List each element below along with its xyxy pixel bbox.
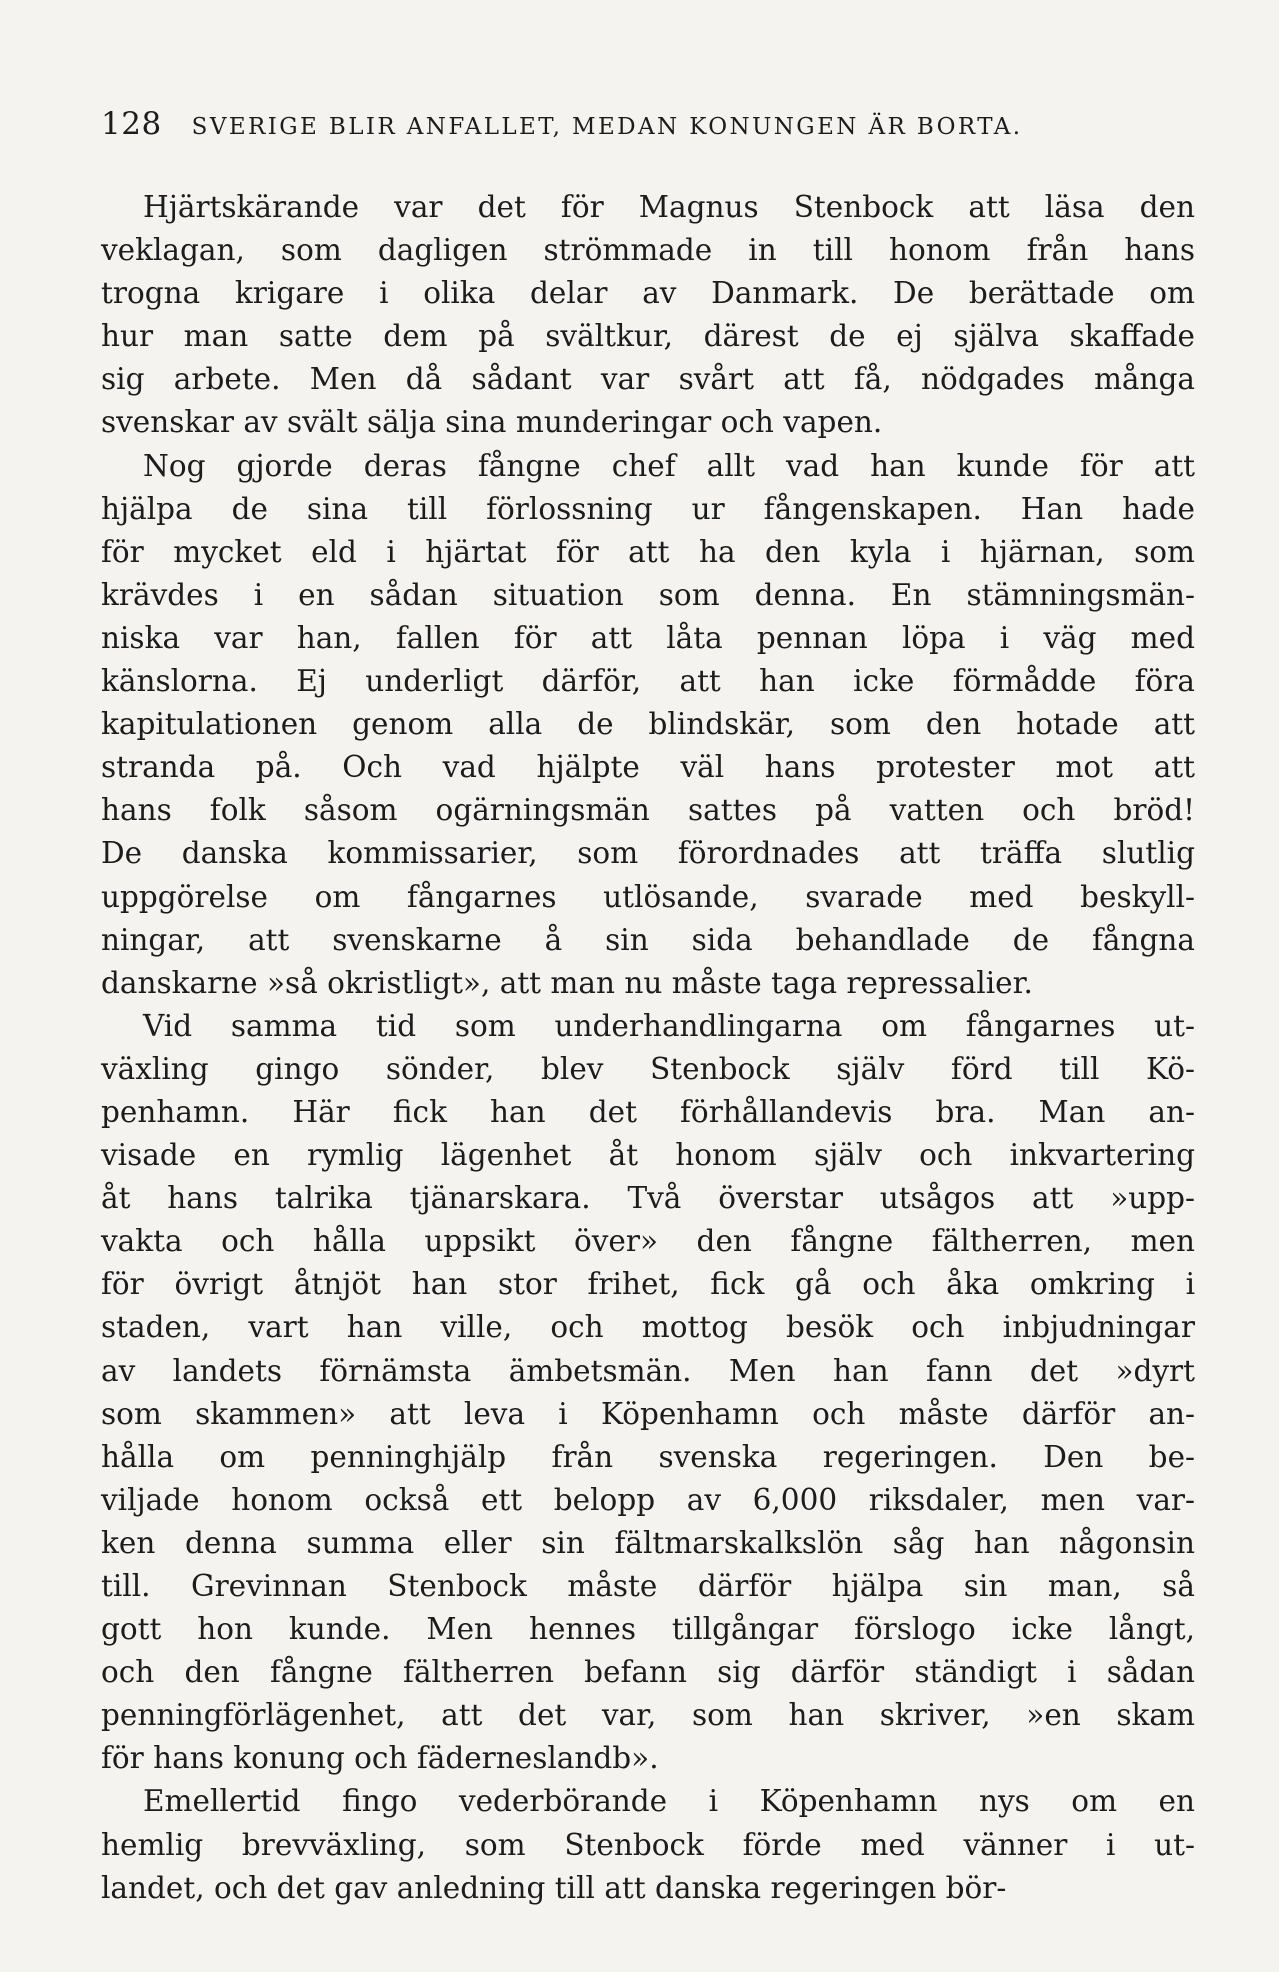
text-line: kapitulationen genom alla de blindskär, som den hotade att <box>101 707 1195 742</box>
text-line: penhamn. Här fick han det förhållandevis bra. Man an- <box>101 1094 1195 1129</box>
body-text <box>101 186 1195 1910</box>
text-line: vakta och hålla uppsikt över» den fångne fältherren, men <box>101 1224 1195 1259</box>
text-line: viljade honom också ett belopp av 6,000 riksdaler, men var- <box>101 1482 1195 1517</box>
text-line: hjälpa de sina till förlossning ur fångenskapen. Han hade <box>101 491 1195 526</box>
text-line: De danska kommissarier, som förordnades att träffa slutlig <box>101 836 1195 871</box>
text-line: hemlig brevväxling, som Stenbock förde med vänner i ut- <box>101 1827 1195 1862</box>
text-line: ken denna summa eller sin fältmarskalkslön såg han någonsin <box>101 1525 1195 1560</box>
text-line: för övrigt åtnjöt han stor frihet, fick gå och åka omkring i <box>101 1267 1195 1302</box>
page-number: 128 <box>101 106 162 142</box>
text-line: känslorna. Ej underligt därför, att han icke förmådde föra <box>101 664 1195 699</box>
text-line: svenskar av svält sälja sina munderingar och vapen. <box>101 405 883 440</box>
page-header <box>101 106 1191 146</box>
paragraph <box>101 1005 1195 1781</box>
text-line: landet, och det gav anledning till att danska regeringen bör- <box>101 1870 1007 1905</box>
text-line: uppgörelse om fångarnes utlösande, svarade med beskyll- <box>101 879 1195 914</box>
text-line: ningar, att svenskarne å sin sida behandlade de fångna <box>101 922 1195 957</box>
text-line: för mycket eld i hjärtat för att ha den kyla i hjärnan, som <box>101 534 1195 569</box>
text-line: staden, vart han ville, och mottog besök och inbjudningar <box>101 1310 1195 1345</box>
text-line: åt hans talrika tjänarskara. Två överstar utsågos att »upp- <box>101 1181 1195 1216</box>
text-line: danskarne »så okristligt», att man nu måste taga repressalier. <box>101 965 1033 1000</box>
text-line: Hjärtskärande var det för Magnus Stenbock att läsa den <box>143 190 1195 224</box>
paragraph <box>101 186 1195 445</box>
paragraph <box>101 445 1195 1005</box>
text-line: för hans konung och fäderneslandb». <box>101 1741 659 1776</box>
text-line: Nog gjorde deras fångne chef allt vad han kunde för att <box>143 448 1195 483</box>
text-line: till. Grevinnan Stenbock måste därför hjälpa sin man, så <box>101 1569 1195 1603</box>
text-line: sig arbete. Men då sådant var svårt att få, nödgades många <box>101 362 1195 397</box>
running-head: SVERIGE BLIR ANFALLET, MEDAN KONUNGEN ÄR BORTA. <box>191 114 1023 140</box>
text-line: och den fångne fältherren befann sig därför ständigt i sådan <box>101 1655 1195 1690</box>
text-line: Vid samma tid som underhandlingarna om fångarnes ut- <box>143 1008 1195 1043</box>
text-line: växling gingo sönder, blev Stenbock själv förd till Kö- <box>101 1051 1195 1086</box>
text-line: som skammen» att leva i Köpenhamn och måste därför an- <box>101 1396 1195 1431</box>
text-line: gott hon kunde. Men hennes tillgångar förslogo icke långt, <box>101 1612 1195 1647</box>
text-line: krävdes i en sådan situation som denna. En stämningsmän- <box>101 577 1195 612</box>
text-line: visade en rymlig lägenhet åt honom själv och inkvartering <box>101 1138 1195 1173</box>
text-line: hur man satte dem på svältkur, därest de ej själva skaffade <box>101 319 1195 354</box>
text-line: hålla om penninghjälp från svenska regeringen. Den be- <box>101 1439 1195 1474</box>
text-line: niska var han, fallen för att låta pennan löpa i väg med <box>101 620 1195 655</box>
text-line: av landets förnämsta ämbetsmän. Men han fann det »dyrt <box>101 1353 1195 1388</box>
text-line: veklagan, som dagligen strömmade in till honom från hans <box>101 233 1195 268</box>
paragraph <box>101 1780 1195 1909</box>
text-line: stranda på. Och vad hjälpte väl hans protester mot att <box>101 750 1195 785</box>
text-line: hans folk såsom ogärningsmän sattes på vatten och bröd! <box>101 793 1195 828</box>
text-line: trogna krigare i olika delar av Danmark. De berättade om <box>101 276 1195 311</box>
text-line: penningförlägenhet, att det var, som han skriver, »en skam <box>101 1698 1195 1733</box>
text-line: Emellertid fingo vederbörande i Köpenhamn nys om en <box>143 1784 1195 1819</box>
